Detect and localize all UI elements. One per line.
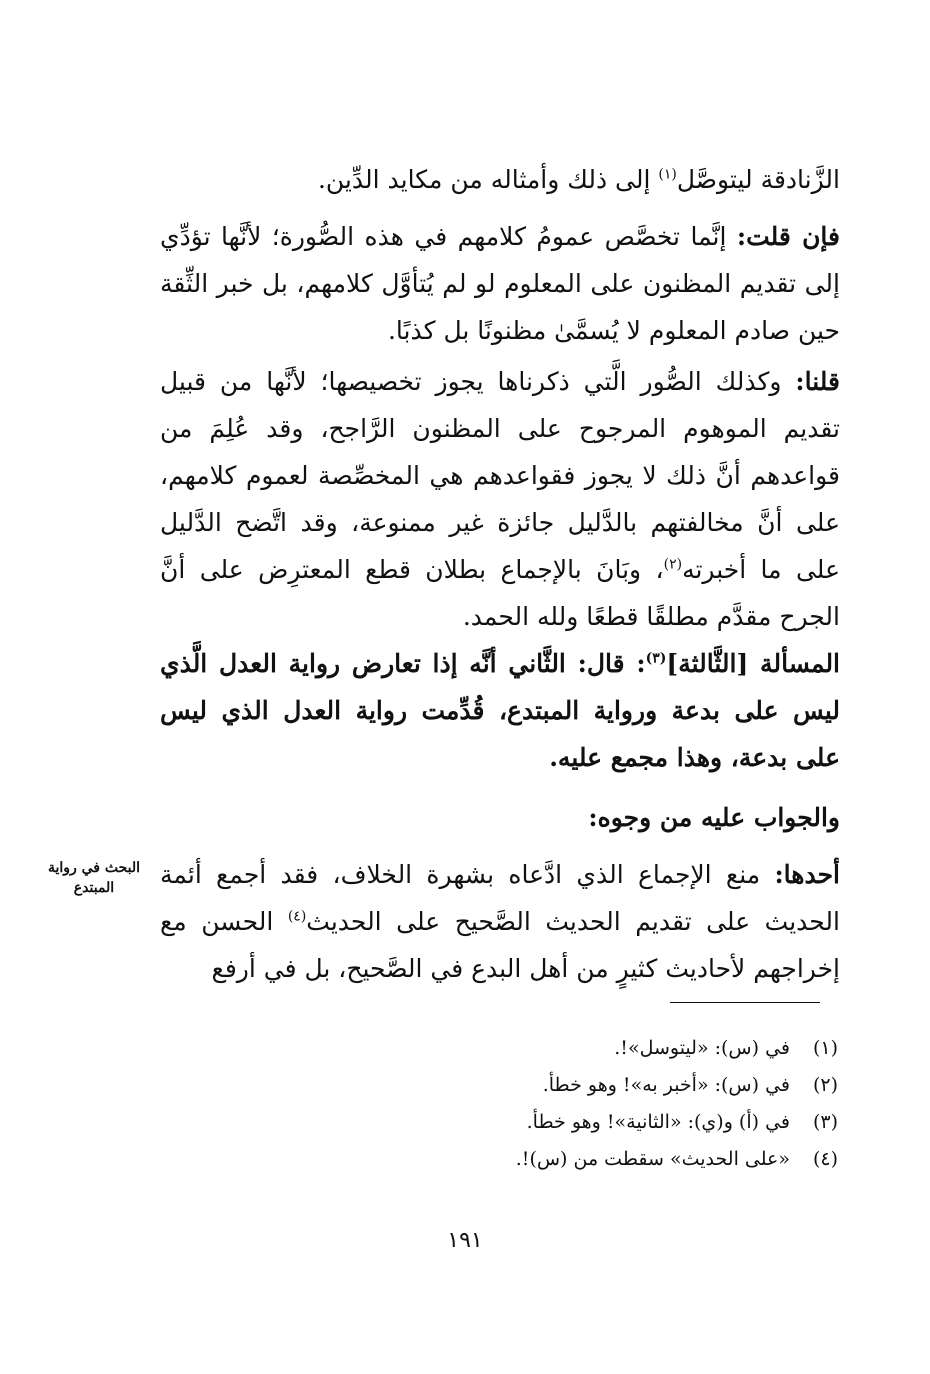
paragraph-3 (160, 358, 840, 640)
paragraph-2-lead: فإن قلت: (736, 222, 841, 251)
paragraph-6-lead: أحدها: (774, 860, 840, 889)
footnote-ref-3: (٣) (645, 650, 667, 667)
footnote-text: في (س): «أخبر به»! وهو خطأ. (542, 1074, 790, 1096)
footnote-ref-4: (٤) (287, 908, 307, 925)
footnote-text: «على الحديث» سقطت من (س)!. (515, 1148, 790, 1170)
footnote-number: (٣) (812, 1111, 838, 1133)
paragraph-3-text-a: وكذلك الصُّور الَّتي ذكرناها يجوز تخصيصها؛ لأنَّها من قبيل تقديم الموهوم المرجوح على المظنون الرَّاجح، وقد عُلِمَ من قواعدهم أنَّ ذلك لا يجوز فقواعدهم هي المخصِّصة لعموم كلامهم، على أنَّ مخالفتهم بالدَّليل جائزة غير ممنوعة، وقد اتَّضح الدَّليل على ما أخبرته (160, 367, 840, 584)
margin-note-line-2: المبتدع (73, 880, 115, 896)
paragraph-3-lead: قلنا: (795, 367, 840, 396)
paragraph-5-text: والجواب عليه من وجوه: (588, 803, 840, 832)
footnote-item (300, 1104, 838, 1141)
paragraph-1-text-a: الزَّنادقة ليتوصَّل (676, 165, 840, 194)
footnote-text: في (س): «ليتوسل»!. (614, 1037, 790, 1059)
footnote-ref-2: (٢) (663, 556, 683, 573)
footnote-number: (٤) (812, 1148, 838, 1170)
footnote-number: (٢) (812, 1074, 838, 1096)
footnote-item (300, 1067, 838, 1104)
paragraph-2 (160, 213, 840, 354)
paragraph-1-text-b: إلى ذلك وأمثاله من مكايد الدِّين. (317, 165, 659, 194)
footnote-ref-1: (١) (658, 166, 677, 183)
footnote-number: (١) (812, 1037, 838, 1059)
paragraph-3-text-b: ، وبَانَ بالإجماع بطلان قطع المعترِض على أنَّ الجرح مقدَّم مطلقًا قطعًا ولله الحمد. (160, 555, 840, 631)
paragraph-5 (160, 794, 840, 841)
paragraph-2-text: إنَّما تخصَّص عمومُ كلامهم في هذه الصُّورة؛ لأنَّها تؤدِّي إلى تقديم المظنون على المعلوم لو لم يُتأوَّل كلامهم، بل خبر الثِّقة حين صادم المعلوم لا يُسمَّىٰ مظنونًا بل كذبًا. (160, 222, 840, 345)
paragraph-6-text-a: منع الإجماع الذي ادَّعاه بشهرة الخلاف، فقد أجمع أئمة الحديث على تقديم الحديث الصَّحيح على الحديث (160, 860, 840, 936)
paragraph-6-text-b: الحسن مع إخراجهم لأحاديث كثيرٍ من أهل البدع في الصَّحيح، بل في أرفع (160, 907, 840, 983)
margin-note-line-1: البحث في رواية (47, 860, 141, 876)
paragraph-1 (160, 156, 840, 203)
page-number: ١٩١ (447, 1228, 483, 1253)
paragraph-4 (160, 640, 840, 781)
footnotes (300, 1030, 838, 1178)
paragraph-4-text-a: المسألة [الثَّالثة] (666, 649, 841, 678)
margin-note (30, 858, 158, 898)
footnote-item (300, 1030, 838, 1067)
footnote-text: في (أ) و(ي): «الثانية»! وهو خطأ. (526, 1111, 790, 1133)
paragraph-4-text-b: : قال: الثَّاني أنَّه إذا تعارض رواية العدل الَّذي ليس على بدعة ورواية المبتدع، قُدِّمت رواية العدل الذي ليس على بدعة، وهذا مجمع عليه. (160, 649, 840, 772)
paragraph-6 (160, 851, 840, 992)
footnote-divider (670, 1002, 820, 1003)
footnote-item (300, 1141, 838, 1178)
